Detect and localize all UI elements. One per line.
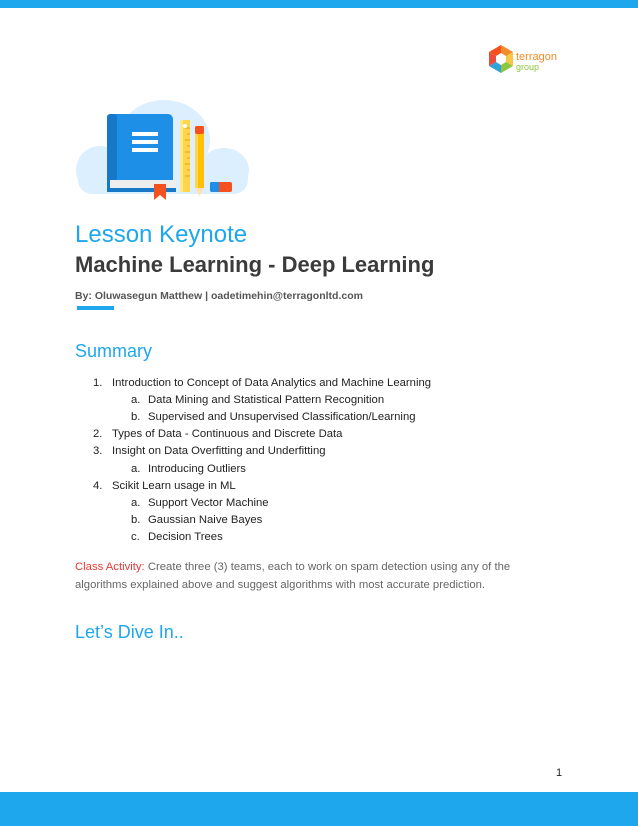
class-activity xyxy=(75,558,545,594)
bookmark-icon xyxy=(154,184,166,200)
logo-name: terragon xyxy=(516,51,557,63)
book-ruler-pencil-cloud-icon xyxy=(74,100,250,200)
list-item-text: Introducing Outliers xyxy=(148,462,246,475)
hero-illustration xyxy=(74,100,250,200)
class-activity-text: Create three (3) teams, each to work on spam detection using any of the algorithms explained above and suggest algorithms with most accurate prediction. xyxy=(75,561,511,591)
accent-underline xyxy=(77,306,114,310)
logo-sub: group xyxy=(516,62,540,72)
summary-heading: Summary xyxy=(75,341,153,361)
list-marker: c. xyxy=(131,530,140,543)
list-item-text: Decision Trees xyxy=(148,530,223,543)
page-title: Lesson Keynote xyxy=(75,221,248,248)
author-byline: By: Oluwasegun Matthew | oadetimehin@terragonltd.com xyxy=(75,290,363,302)
top-accent-bar xyxy=(0,0,638,8)
list-item-text: Insight on Data Overfitting and Underfitting xyxy=(112,445,326,458)
class-activity-label: Class Activity: xyxy=(75,561,145,573)
list-marker: a. xyxy=(131,394,141,407)
list-item-text: Introduction to Concept of Data Analytics and Machine Learning xyxy=(112,377,432,389)
page-number: 1 xyxy=(556,767,563,779)
page-subtitle: Machine Learning - Deep Learning xyxy=(75,252,435,277)
list-item-text: Gaussian Naive Bayes xyxy=(148,513,263,526)
list-item-text: Scikit Learn usage in ML xyxy=(112,479,236,492)
list-marker: 2. xyxy=(93,428,103,441)
hexagon-logo-icon xyxy=(489,45,513,73)
list-item-text: Supervised and Unsupervised Classification/Learning xyxy=(148,411,416,424)
bottom-accent-bar xyxy=(0,792,638,826)
list-marker: a. xyxy=(131,462,141,475)
list-marker: 3. xyxy=(93,445,103,458)
terragon-logo xyxy=(489,44,569,78)
list-marker: b. xyxy=(131,513,141,526)
list-item-text: Types of Data - Continuous and Discrete Data xyxy=(112,428,343,441)
list-marker: 4. xyxy=(93,479,103,492)
list-item-text: Support Vector Machine xyxy=(148,496,269,509)
list-marker: 1. xyxy=(93,377,103,389)
list-marker: a. xyxy=(131,496,141,509)
list-marker: b. xyxy=(131,411,141,424)
list-item-text: Data Mining and Statistical Pattern Recognition xyxy=(148,394,385,407)
dive-in-heading: Let’s Dive In.. xyxy=(75,622,184,642)
